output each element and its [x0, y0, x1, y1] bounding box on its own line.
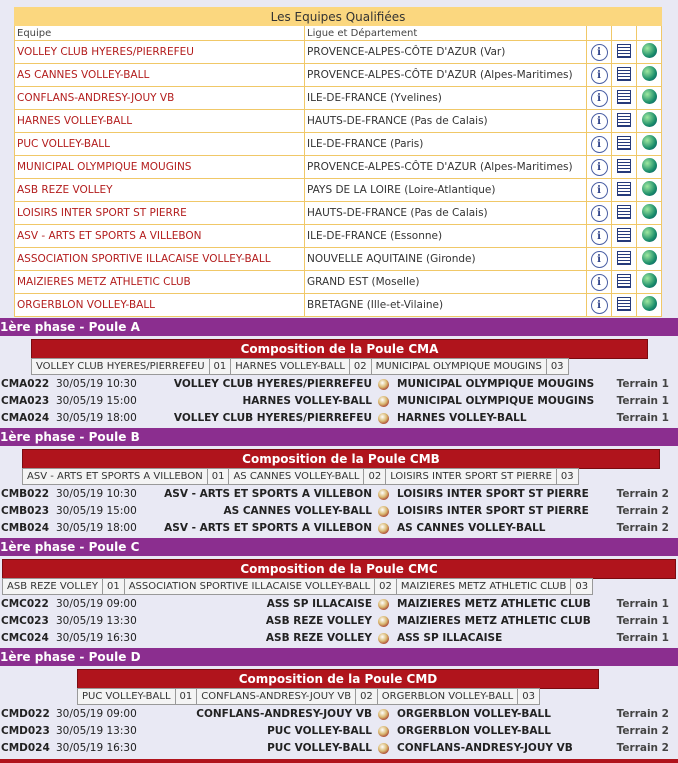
volleyball-icon	[378, 709, 389, 720]
qualified-teams-panel	[14, 7, 662, 317]
pool-team-link[interactable]: HARNES VOLLEY-BALL	[231, 359, 350, 374]
globe-button[interactable]	[637, 202, 662, 225]
globe-button[interactable]	[637, 248, 662, 271]
globe-icon[interactable]	[642, 66, 657, 81]
calendar-button[interactable]	[612, 248, 637, 271]
calendar-icon[interactable]	[617, 67, 631, 81]
info-icon[interactable]: i	[591, 90, 608, 107]
info-icon[interactable]: i	[591, 44, 608, 61]
info-button[interactable]	[587, 87, 612, 110]
home-team[interactable]: ASV - ARTS ET SPORTS A VILLEBON	[164, 522, 372, 534]
calendar-icon[interactable]	[617, 251, 631, 265]
match-code: CMB022	[1, 488, 50, 500]
team-link[interactable]: MUNICIPAL OLYMPIQUE MOUGINS	[15, 156, 305, 179]
pool-team-link[interactable]: MUNICIPAL OLYMPIQUE MOUGINS	[372, 359, 547, 374]
home-team[interactable]: PUC VOLLEY-BALL	[267, 725, 372, 737]
ligue-cell: GRAND EST (Moselle)	[305, 271, 587, 294]
calendar-icon[interactable]	[617, 159, 631, 173]
match-datetime: 30/05/19 16:30	[56, 632, 137, 644]
info-icon[interactable]: i	[591, 159, 608, 176]
home-team[interactable]: AS CANNES VOLLEY-BALL	[223, 505, 372, 517]
volleyball-icon	[378, 379, 389, 390]
globe-button[interactable]	[637, 179, 662, 202]
info-icon[interactable]: i	[591, 205, 608, 222]
volleyball-icon	[378, 413, 389, 424]
info-icon[interactable]: i	[591, 297, 608, 314]
match-datetime: 30/05/19 09:00	[56, 598, 137, 610]
pool-composition-title: Composition de la Poule CMB	[22, 449, 660, 469]
info-icon[interactable]: i	[591, 251, 608, 268]
pool-team-link[interactable]: ASSOCIATION SPORTIVE ILLACAISE VOLLEY-BALL	[125, 579, 375, 594]
pool-team-number: 03	[522, 691, 535, 702]
info-icon[interactable]: i	[591, 67, 608, 84]
table-row	[15, 248, 662, 271]
info-button[interactable]	[587, 110, 612, 133]
ligue-cell: PROVENCE-ALPES-CÔTE D'AZUR (Var)	[305, 41, 587, 64]
match-datetime: 30/05/19 10:30	[56, 378, 137, 390]
globe-icon[interactable]	[642, 43, 657, 58]
match-code: CMC022	[1, 598, 49, 610]
match-row[interactable]	[0, 706, 678, 723]
phase-header: 1ère phase - Poule D	[0, 648, 678, 666]
match-row[interactable]	[0, 740, 678, 757]
info-button[interactable]	[587, 64, 612, 87]
globe-icon[interactable]	[642, 181, 657, 196]
calendar-button[interactable]	[612, 110, 637, 133]
terrain-label: Terrain 1	[616, 615, 669, 627]
globe-button[interactable]	[637, 271, 662, 294]
globe-icon[interactable]	[642, 296, 657, 311]
pool-composition-title: Composition de la Poule CMA	[31, 339, 648, 359]
pool-team-number: 03	[575, 581, 589, 592]
volleyball-icon	[378, 506, 389, 517]
ligue-cell: BRETAGNE (Ille-et-Vilaine)	[305, 294, 587, 317]
phase-header: 1ère phase - Poule C	[0, 538, 678, 556]
match-datetime: 30/05/19 18:00	[56, 412, 137, 424]
globe-button[interactable]	[637, 133, 662, 156]
team-link[interactable]: MAIZIERES METZ ATHLETIC CLUB	[15, 271, 305, 294]
match-code: CMD024	[1, 742, 50, 754]
team-link[interactable]: VOLLEY CLUB HYERES/PIERREFEU	[15, 41, 305, 64]
away-team[interactable]: LOISIRS INTER SPORT ST PIERRE	[397, 488, 589, 500]
pool-team-link[interactable]: AS CANNES VOLLEY-BALL	[229, 469, 364, 484]
volleyball-icon	[378, 726, 389, 737]
calendar-icon[interactable]	[617, 297, 631, 311]
pool-team-link[interactable]: PUC VOLLEY-BALL	[78, 689, 176, 704]
table-row	[15, 87, 662, 110]
match-row[interactable]	[0, 503, 678, 520]
info-button[interactable]	[587, 156, 612, 179]
pool-team-number: 03	[550, 361, 564, 372]
pool-team-number: 01	[210, 359, 232, 374]
pool-team-link[interactable]: MAIZIERES METZ ATHLETIC CLUB	[397, 579, 571, 594]
match-row[interactable]	[0, 393, 678, 410]
pool-team-number: 02	[350, 359, 372, 374]
info-button[interactable]	[587, 179, 612, 202]
away-team[interactable]: MUNICIPAL OLYMPIQUE MOUGINS	[397, 395, 595, 407]
info-icon[interactable]: i	[591, 136, 608, 153]
terrain-label: Terrain 2	[616, 708, 669, 720]
pool-team-number: 02	[364, 469, 386, 484]
table-row	[15, 202, 662, 225]
pool-team-number: 01	[208, 469, 230, 484]
match-code: CMD023	[1, 725, 50, 737]
info-icon[interactable]: i	[591, 274, 608, 291]
team-link[interactable]: ASSOCIATION SPORTIVE ILLACAISE VOLLEY-BALL	[15, 248, 305, 271]
phase-header: 1ère phase - Poule A	[0, 318, 678, 336]
home-team[interactable]: HARNES VOLLEY-BALL	[242, 395, 372, 407]
col-ligue-header: Ligue et Département	[305, 26, 587, 41]
away-team[interactable]: ORGERBLON VOLLEY-BALL	[397, 725, 551, 737]
match-row[interactable]	[0, 613, 678, 630]
calendar-icon[interactable]	[617, 113, 631, 127]
terrain-label: Terrain 1	[616, 395, 669, 407]
info-button[interactable]	[587, 202, 612, 225]
volleyball-icon	[378, 396, 389, 407]
calendar-icon[interactable]	[617, 182, 631, 196]
match-row[interactable]	[0, 630, 678, 647]
globe-button[interactable]	[637, 294, 662, 317]
info-button[interactable]	[587, 133, 612, 156]
globe-icon[interactable]	[642, 89, 657, 104]
match-code: CMB023	[1, 505, 50, 517]
pool-team-link[interactable]: ASV - ARTS ET SPORTS A VILLEBON	[23, 469, 208, 484]
globe-button[interactable]	[637, 156, 662, 179]
volleyball-icon	[378, 523, 389, 534]
ligue-cell: NOUVELLE AQUITAINE (Gironde)	[305, 248, 587, 271]
calendar-button[interactable]	[612, 294, 637, 317]
ligue-cell: ILE-DE-FRANCE (Essonne)	[305, 225, 587, 248]
globe-button[interactable]	[637, 87, 662, 110]
terrain-label: Terrain 1	[616, 412, 669, 424]
calendar-button[interactable]	[612, 202, 637, 225]
match-code: CMA023	[1, 395, 50, 407]
table-row	[15, 225, 662, 248]
home-team[interactable]: VOLLEY CLUB HYERES/PIERREFEU	[173, 412, 372, 424]
globe-icon[interactable]	[642, 204, 657, 219]
calendar-button[interactable]	[612, 156, 637, 179]
globe-button[interactable]	[637, 225, 662, 248]
table-row	[15, 271, 662, 294]
calendar-button[interactable]	[612, 225, 637, 248]
team-link[interactable]: AS CANNES VOLLEY-BALL	[15, 64, 305, 87]
volleyball-icon	[378, 616, 389, 627]
col-spacer	[612, 26, 637, 41]
terrain-label: Terrain 2	[616, 742, 669, 754]
pool-teams-row	[77, 688, 540, 705]
away-team[interactable]: AS CANNES VOLLEY-BALL	[397, 522, 546, 534]
info-icon[interactable]: i	[591, 113, 608, 130]
info-button[interactable]	[587, 248, 612, 271]
globe-icon[interactable]	[642, 158, 657, 173]
terrain-label: Terrain 1	[616, 378, 669, 390]
match-datetime: 30/05/19 13:30	[56, 725, 137, 737]
volleyball-icon	[378, 599, 389, 610]
home-team[interactable]: ASS SP ILLACAISE	[266, 598, 372, 610]
qualified-title: Les Equipes Qualifiées	[15, 8, 662, 26]
match-code: CMD022	[1, 708, 50, 720]
match-datetime: 30/05/19 15:00	[56, 505, 137, 517]
calendar-button[interactable]	[612, 87, 637, 110]
volleyball-icon	[378, 489, 389, 500]
qualified-teams-table	[14, 7, 662, 317]
globe-button[interactable]	[637, 110, 662, 133]
calendar-button[interactable]	[612, 271, 637, 294]
col-team-header: Equipe	[15, 26, 305, 41]
home-team[interactable]: ASB REZE VOLLEY	[265, 615, 372, 627]
table-row	[15, 179, 662, 202]
globe-button[interactable]	[637, 41, 662, 64]
pool-composition-title: Composition de la Poule CMD	[77, 669, 599, 689]
match-row[interactable]	[0, 486, 678, 503]
globe-icon[interactable]	[642, 112, 657, 127]
terrain-label: Terrain 2	[616, 505, 669, 517]
info-button[interactable]	[587, 271, 612, 294]
phase-header: 1ère phase - Poule B	[0, 428, 678, 446]
col-spacer	[637, 26, 662, 41]
match-row[interactable]	[0, 723, 678, 740]
away-team[interactable]: ORGERBLON VOLLEY-BALL	[397, 708, 551, 720]
pool-team-number: 02	[375, 579, 397, 594]
calendar-button[interactable]	[612, 133, 637, 156]
pool-team-number: 01	[103, 579, 125, 594]
home-team[interactable]: ASV - ARTS ET SPORTS A VILLEBON	[164, 488, 372, 500]
terrain-label: Terrain 2	[616, 522, 669, 534]
match-code: CMC024	[1, 632, 49, 644]
calendar-icon[interactable]	[617, 90, 631, 104]
volleyball-icon	[378, 633, 389, 644]
team-link[interactable]: ORGERBLON VOLLEY-BALL	[15, 294, 305, 317]
calendar-button[interactable]	[612, 179, 637, 202]
terrain-label: Terrain 2	[616, 488, 669, 500]
globe-icon[interactable]	[642, 250, 657, 265]
pool-team-link[interactable]: ASB REZE VOLLEY	[3, 579, 103, 594]
ligue-cell: PROVENCE-ALPES-CÔTE D'AZUR (Alpes-Maritimes)	[305, 64, 587, 87]
globe-icon[interactable]	[642, 227, 657, 242]
calendar-icon[interactable]	[617, 205, 631, 219]
globe-icon[interactable]	[642, 273, 657, 288]
team-link[interactable]: HARNES VOLLEY-BALL	[15, 110, 305, 133]
table-row	[15, 133, 662, 156]
next-phase-bar	[0, 759, 678, 763]
table-row	[15, 156, 662, 179]
away-team[interactable]: HARNES VOLLEY-BALL	[397, 412, 527, 424]
match-datetime: 30/05/19 16:30	[56, 742, 137, 754]
match-datetime: 30/05/19 10:30	[56, 488, 137, 500]
match-datetime: 30/05/19 15:00	[56, 395, 137, 407]
calendar-button[interactable]	[612, 64, 637, 87]
ligue-cell: ILE-DE-FRANCE (Yvelines)	[305, 87, 587, 110]
ligue-cell: PAYS DE LA LOIRE (Loire-Atlantique)	[305, 179, 587, 202]
info-button[interactable]	[587, 225, 612, 248]
calendar-icon[interactable]	[617, 274, 631, 288]
ligue-cell: ILE-DE-FRANCE (Paris)	[305, 133, 587, 156]
calendar-button[interactable]	[612, 41, 637, 64]
match-datetime: 30/05/19 18:00	[56, 522, 137, 534]
terrain-label: Terrain 1	[616, 632, 669, 644]
table-row	[15, 110, 662, 133]
terrain-label: Terrain 1	[616, 598, 669, 610]
table-row	[15, 41, 662, 64]
calendar-icon[interactable]	[617, 228, 631, 242]
info-icon[interactable]: i	[591, 228, 608, 245]
match-row[interactable]	[0, 376, 678, 393]
info-button[interactable]	[587, 294, 612, 317]
pool-composition-title: Composition de la Poule CMC	[2, 559, 676, 579]
team-link[interactable]: LOISIRS INTER SPORT ST PIERRE	[15, 202, 305, 225]
pool-team-link[interactable]: CONFLANS-ANDRESY-JOUY VB	[197, 689, 356, 704]
away-team[interactable]: MAIZIERES METZ ATHLETIC CLUB	[397, 615, 591, 627]
match-datetime: 30/05/19 13:30	[56, 615, 137, 627]
match-code: CMA024	[1, 412, 50, 424]
match-row[interactable]	[0, 520, 678, 537]
pool-team-link[interactable]: VOLLEY CLUB HYERES/PIERREFEU	[32, 359, 210, 374]
team-link[interactable]: ASB REZE VOLLEY	[15, 179, 305, 202]
away-team[interactable]: CONFLANS-ANDRESY-JOUY VB	[397, 742, 573, 754]
match-row[interactable]	[0, 410, 678, 427]
match-code: CMA022	[1, 378, 50, 390]
team-link[interactable]: PUC VOLLEY-BALL	[15, 133, 305, 156]
pool-team-link[interactable]: LOISIRS INTER SPORT ST PIERRE	[386, 469, 557, 484]
match-datetime: 30/05/19 09:00	[56, 708, 137, 720]
globe-icon[interactable]	[642, 135, 657, 150]
pool-teams-row	[31, 358, 569, 375]
table-row	[15, 294, 662, 317]
pool-team-number: 01	[176, 689, 198, 704]
pool-team-link[interactable]: ORGERBLON VOLLEY-BALL	[378, 689, 518, 704]
col-spacer	[587, 26, 612, 41]
match-code: CMC023	[1, 615, 49, 627]
home-team[interactable]: VOLLEY CLUB HYERES/PIERREFEU	[173, 378, 372, 390]
pool-teams-row	[22, 468, 579, 485]
away-team[interactable]: MUNICIPAL OLYMPIQUE MOUGINS	[397, 378, 595, 390]
team-link[interactable]: ASV - ARTS ET SPORTS A VILLEBON	[15, 225, 305, 248]
home-team[interactable]: PUC VOLLEY-BALL	[267, 742, 372, 754]
info-button[interactable]	[587, 41, 612, 64]
home-team[interactable]: CONFLANS-ANDRESY-JOUY VB	[196, 708, 372, 720]
calendar-icon[interactable]	[617, 136, 631, 150]
ligue-cell: HAUTS-DE-FRANCE (Pas de Calais)	[305, 110, 587, 133]
team-link[interactable]: CONFLANS-ANDRESY-JOUY VB	[15, 87, 305, 110]
calendar-icon[interactable]	[617, 44, 631, 58]
ligue-cell: HAUTS-DE-FRANCE (Pas de Calais)	[305, 202, 587, 225]
away-team[interactable]: LOISIRS INTER SPORT ST PIERRE	[397, 505, 589, 517]
volleyball-icon	[378, 743, 389, 754]
match-row[interactable]	[0, 596, 678, 613]
away-team[interactable]: MAIZIERES METZ ATHLETIC CLUB	[397, 598, 591, 610]
ligue-cell: PROVENCE-ALPES-CÔTE D'AZUR (Alpes-Maritimes)	[305, 156, 587, 179]
home-team[interactable]: ASB REZE VOLLEY	[265, 632, 372, 644]
info-icon[interactable]: i	[591, 182, 608, 199]
away-team[interactable]: ASS SP ILLACAISE	[397, 632, 503, 644]
terrain-label: Terrain 2	[616, 725, 669, 737]
pool-teams-row	[2, 578, 593, 595]
pool-team-number: 02	[356, 689, 378, 704]
globe-button[interactable]	[637, 64, 662, 87]
pool-team-number: 03	[560, 471, 574, 482]
match-code: CMB024	[1, 522, 50, 534]
table-row	[15, 64, 662, 87]
